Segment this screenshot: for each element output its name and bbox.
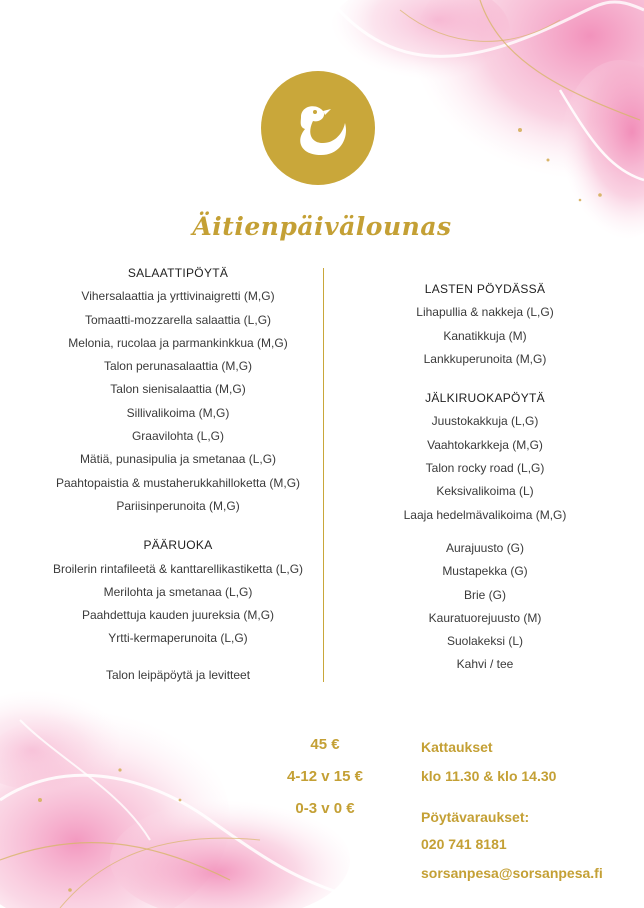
salad-item: Tomaatti-mozzarella salaattia (L,G) [84, 312, 272, 327]
dessert-item: Laaja hedelmävalikoima (M,G) [403, 507, 567, 522]
kids-item: Lankkuperunoita (M,G) [423, 351, 547, 366]
salad-item: Talon perunasalaattia (M,G) [103, 359, 253, 374]
dessert-item: Vaahtokarkkeja (M,G) [427, 437, 543, 452]
phone-number[interactable]: 020 741 8181 [421, 836, 507, 852]
salad-item: Talon sienisalaattia (M,G) [110, 382, 246, 397]
right-column [320, 278, 644, 677]
dessert-item: Juustokakkuja (L,G) [431, 414, 539, 429]
salad-item: Graavilohta (L,G) [131, 429, 225, 444]
price-toddler: 0-3 v 0 € [295, 800, 355, 817]
menu-title: Äitienpäivälounas [192, 212, 452, 241]
salad-item: Pariisinperunoita (M,G) [116, 498, 240, 513]
reservations-label: Pöytävaraukset: [421, 809, 530, 825]
bread-item: Talon leipäpöytä ja levitteet [105, 667, 251, 682]
email-link[interactable]: sorsanpesa@sorsanpesa.fi [421, 865, 603, 881]
cheese-item: Brie (G) [464, 587, 506, 602]
swan-logo [261, 71, 375, 185]
kids-heading: LASTEN PÖYDÄSSÄ [424, 282, 546, 296]
left-column [28, 262, 328, 687]
salad-heading: SALAATTIPÖYTÄ [127, 266, 229, 280]
main-item: Merilohta ja smetanaa (L,G) [103, 584, 253, 599]
salad-item: Vihersalaattia ja yrttivinaigretti (M,G) [81, 289, 275, 304]
salad-item: Melonia, rucolaa ja parmankinkkua (M,G) [68, 335, 288, 350]
salad-item: Paahtopaistia & mustaherukkahilloketta (M,G) [55, 475, 301, 490]
seatings-value: klo 11.30 & klo 14.30 [421, 768, 557, 784]
kids-item: Lihapullia & nakkeja (L,G) [416, 305, 554, 320]
main-item: Paahdettuja kauden juureksia (M,G) [81, 608, 275, 623]
seatings-label: Kattaukset [421, 739, 493, 755]
dessert-item: Keksivalikoima (L) [436, 484, 534, 499]
cheese-item: Mustapekka (G) [442, 564, 528, 579]
dessert-item: Talon rocky road (L,G) [425, 461, 545, 476]
price-child: 4-12 v 15 € [287, 768, 363, 785]
cheese-item: Aurajuusto (G) [445, 540, 525, 555]
salad-item: Sillivalikoima (M,G) [126, 405, 230, 420]
dessert-heading: JÄLKIRUOKAPÖYTÄ [425, 391, 545, 406]
main-item: Broilerin rintafileetä & kanttarellikastiketta (L,G) [52, 561, 304, 576]
price-adult: 45 € [310, 736, 340, 753]
cheese-item: Kauratuorejuusto (M) [428, 610, 542, 625]
main-heading: PÄÄRUOKA [143, 538, 213, 553]
main-item: Yrtti-kermaperunoita (L,G) [108, 631, 248, 646]
kids-item: Kanatikkuja (M) [443, 328, 527, 343]
cheese-item: Suolakeksi (L) [446, 634, 524, 649]
swan-icon [261, 71, 375, 185]
cheese-item: Kahvi / tee [456, 657, 514, 672]
salad-item: Mätiä, punasipulia ja smetanaa (L,G) [79, 452, 277, 467]
